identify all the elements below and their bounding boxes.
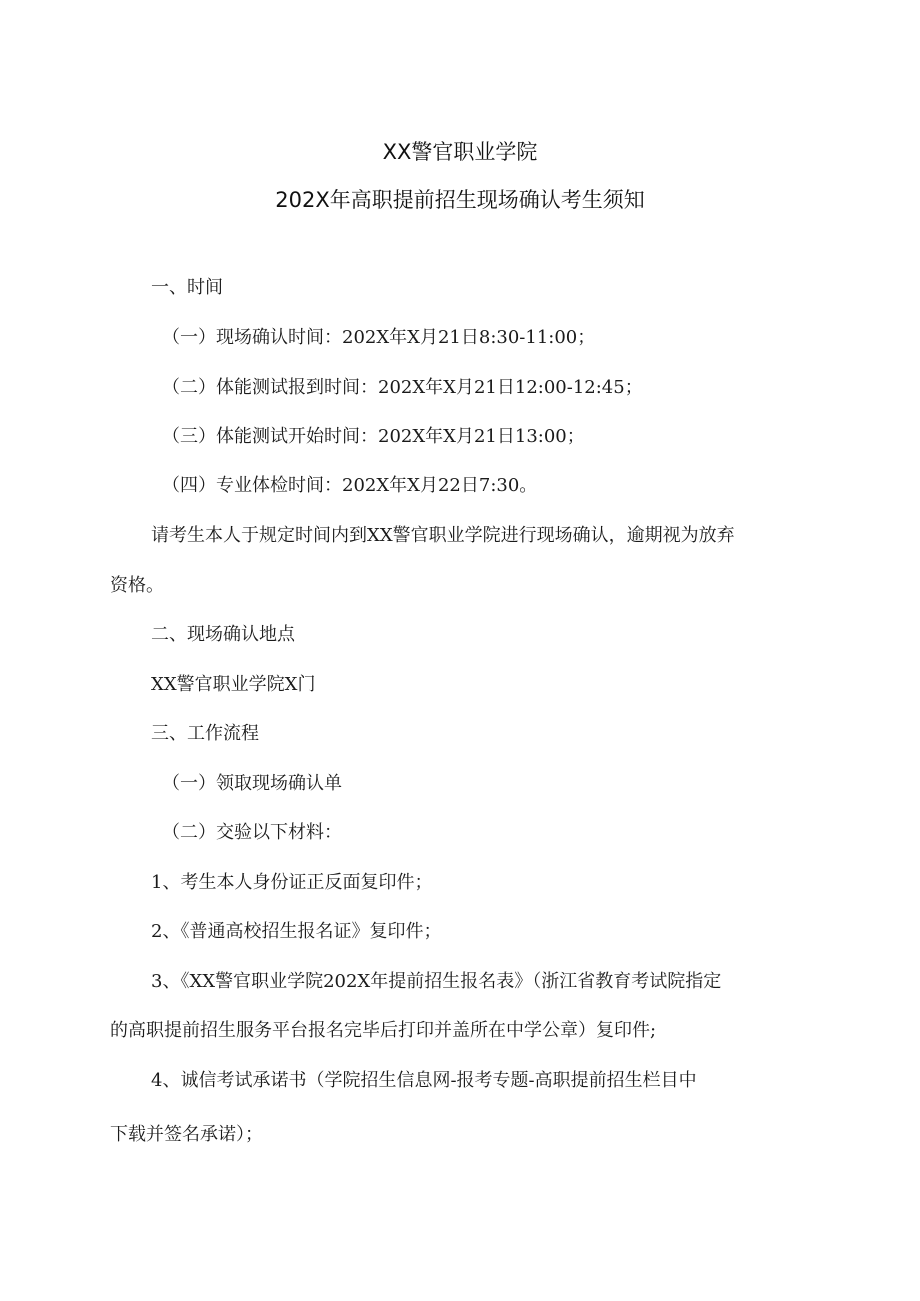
time-note-paragraph-line1: 请考生本人于规定时间内到XX警官职业学院进行现场确认，逾期视为放弃 (151, 525, 735, 546)
section-heading-process: 三、工作流程 (151, 723, 259, 744)
material-item-integrity-pledge-line1: 4、诚信考试承诺书（学院招生信息网-报考专题-高职提前招生栏目中 (151, 1070, 697, 1091)
time-item-confirmation: （一）现场确认时间：202X年X月21日8:30-11:00； (162, 327, 596, 348)
material-item-integrity-pledge-line2: 下载并签名承诺）； (110, 1124, 263, 1145)
material-item-registration-form-line2: 的高职提前招生服务平台报名完毕后打印并盖所在中学公章）复印件; (110, 1020, 657, 1041)
process-step-collect-form: （一）领取现场确认单 (162, 773, 342, 794)
location-text: XX警官职业学院X门 (151, 674, 316, 695)
section-heading-time: 一、时间 (151, 277, 223, 298)
material-item-registration-form-line1: 3、《XX警官职业学院202X年提前招生报名表》（浙江省教育考试院指定 (151, 971, 722, 992)
time-item-fitness-start: （三）体能测试开始时间：202X年X月21日13:00； (162, 426, 585, 447)
material-item-id-card: 1、考生本人身份证正反面复印件； (151, 872, 433, 893)
material-item-registration-card: 2、《普通高校招生报名证》复印件； (151, 921, 442, 942)
section-heading-location: 二、现场确认地点 (151, 624, 295, 645)
time-item-medical-exam: （四）专业体检时间：202X年X月22日7:30。 (162, 475, 538, 496)
time-note-paragraph-line2: 资格。 (110, 575, 164, 596)
time-item-fitness-checkin: （二）体能测试报到时间：202X年X月21日12:00-12:45； (162, 377, 643, 398)
document-title-notice: 202X年高职提前招生现场确认考生须知 (275, 188, 645, 212)
document-title-institution: XX警官职业学院 (382, 140, 538, 164)
process-step-submit-materials: （二）交验以下材料： (162, 822, 342, 843)
